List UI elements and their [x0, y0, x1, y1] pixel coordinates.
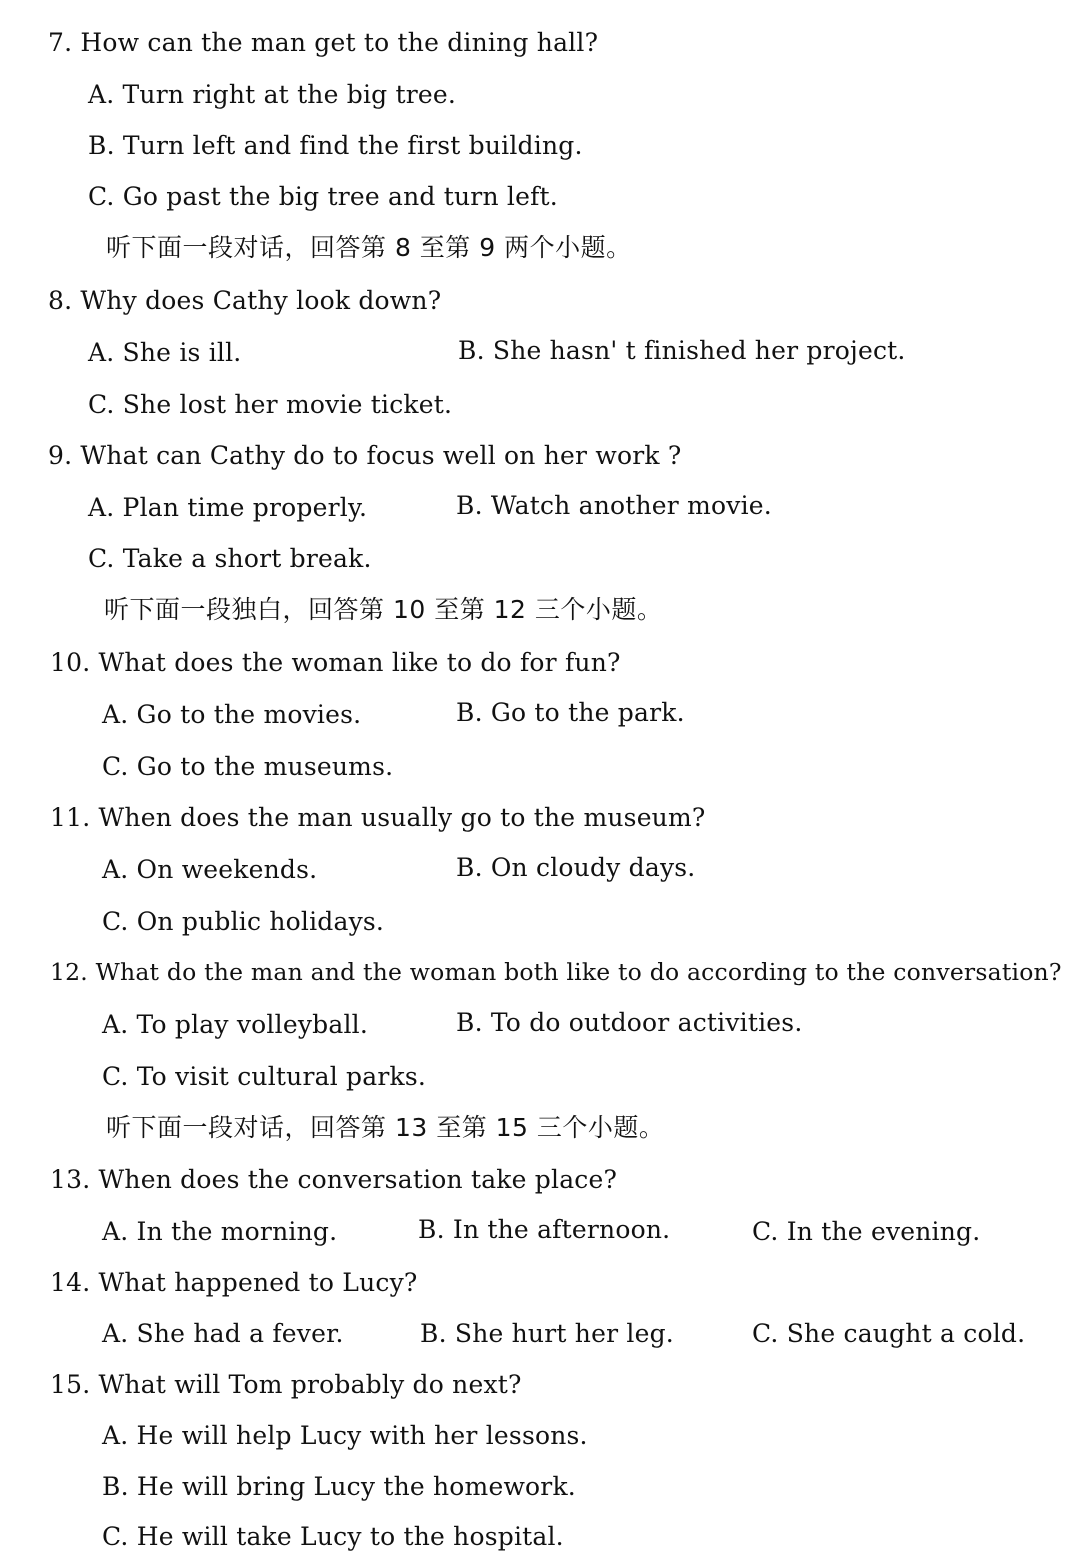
question-12-option-a: A. To play volleyball.: [102, 1010, 368, 1039]
question-10-stem: 10. What does the woman like to do for fun?: [50, 648, 621, 677]
question-13-option-c: C. In the evening.: [752, 1217, 981, 1246]
question-14-option-a: A. She had a fever.: [102, 1319, 344, 1348]
question-9-option-b: B. Watch another movie.: [456, 491, 772, 520]
question-14-stem: 14. What happened to Lucy?: [50, 1268, 418, 1297]
question-8-option-b: B. She hasn' t finished her project.: [458, 336, 906, 365]
question-10-option-b: B. Go to the park.: [456, 698, 685, 727]
instruction-13-15: 听下面一段对话，回答第 13 至第 15 三个小题。: [106, 1113, 665, 1142]
question-11-option-b: B. On cloudy days.: [456, 853, 696, 882]
instruction-8-9: 听下面一段对话，回答第 8 至第 9 两个小题。: [106, 233, 632, 262]
question-9-option-a: A. Plan time properly.: [88, 493, 368, 522]
question-13-stem: 13. When does the conversation take place?: [50, 1165, 618, 1194]
question-8-stem: 8. Why does Cathy look down?: [48, 286, 442, 315]
instruction-10-12: 听下面一段独白，回答第 10 至第 12 三个小题。: [104, 595, 663, 624]
question-15-option-a: A. He will help Lucy with her lessons.: [102, 1421, 588, 1450]
question-8-option-a: A. She is ill.: [88, 338, 242, 367]
question-15-option-c: C. He will take Lucy to the hospital.: [102, 1522, 564, 1551]
question-7-option-a: A. Turn right at the big tree.: [88, 80, 457, 109]
question-12-option-c: C. To visit cultural parks.: [102, 1062, 427, 1091]
question-15-stem: 15. What will Tom probably do next?: [50, 1370, 522, 1399]
question-13-option-a: A. In the morning.: [102, 1217, 338, 1246]
question-14-option-c: C. She caught a cold.: [752, 1319, 1026, 1348]
question-10-option-c: C. Go to the museums.: [102, 752, 394, 781]
question-11-stem: 11. When does the man usually go to the museum?: [50, 803, 706, 832]
question-7-option-c: C. Go past the big tree and turn left.: [88, 182, 558, 211]
question-11-option-a: A. On weekends.: [102, 855, 318, 884]
question-14-option-b: B. She hurt her leg.: [420, 1319, 674, 1348]
question-7-stem: 7. How can the man get to the dining hall?: [48, 28, 599, 57]
question-7-option-b: B. Turn left and find the first building.: [88, 131, 583, 160]
question-9-stem: 9. What can Cathy do to focus well on her work ?: [48, 441, 682, 470]
question-11-option-c: C. On public holidays.: [102, 907, 385, 936]
question-15-option-b: B. He will bring Lucy the homework.: [102, 1472, 576, 1501]
question-12-option-b: B. To do outdoor activities.: [456, 1008, 803, 1037]
question-9-option-c: C. Take a short break.: [88, 544, 372, 573]
question-10-option-a: A. Go to the movies.: [102, 700, 362, 729]
question-8-option-c: C. She lost her movie ticket.: [88, 390, 453, 419]
question-13-option-b: B. In the afternoon.: [418, 1215, 671, 1244]
question-12-stem: 12. What do the man and the woman both like to do according to the conversation?: [50, 958, 1062, 986]
